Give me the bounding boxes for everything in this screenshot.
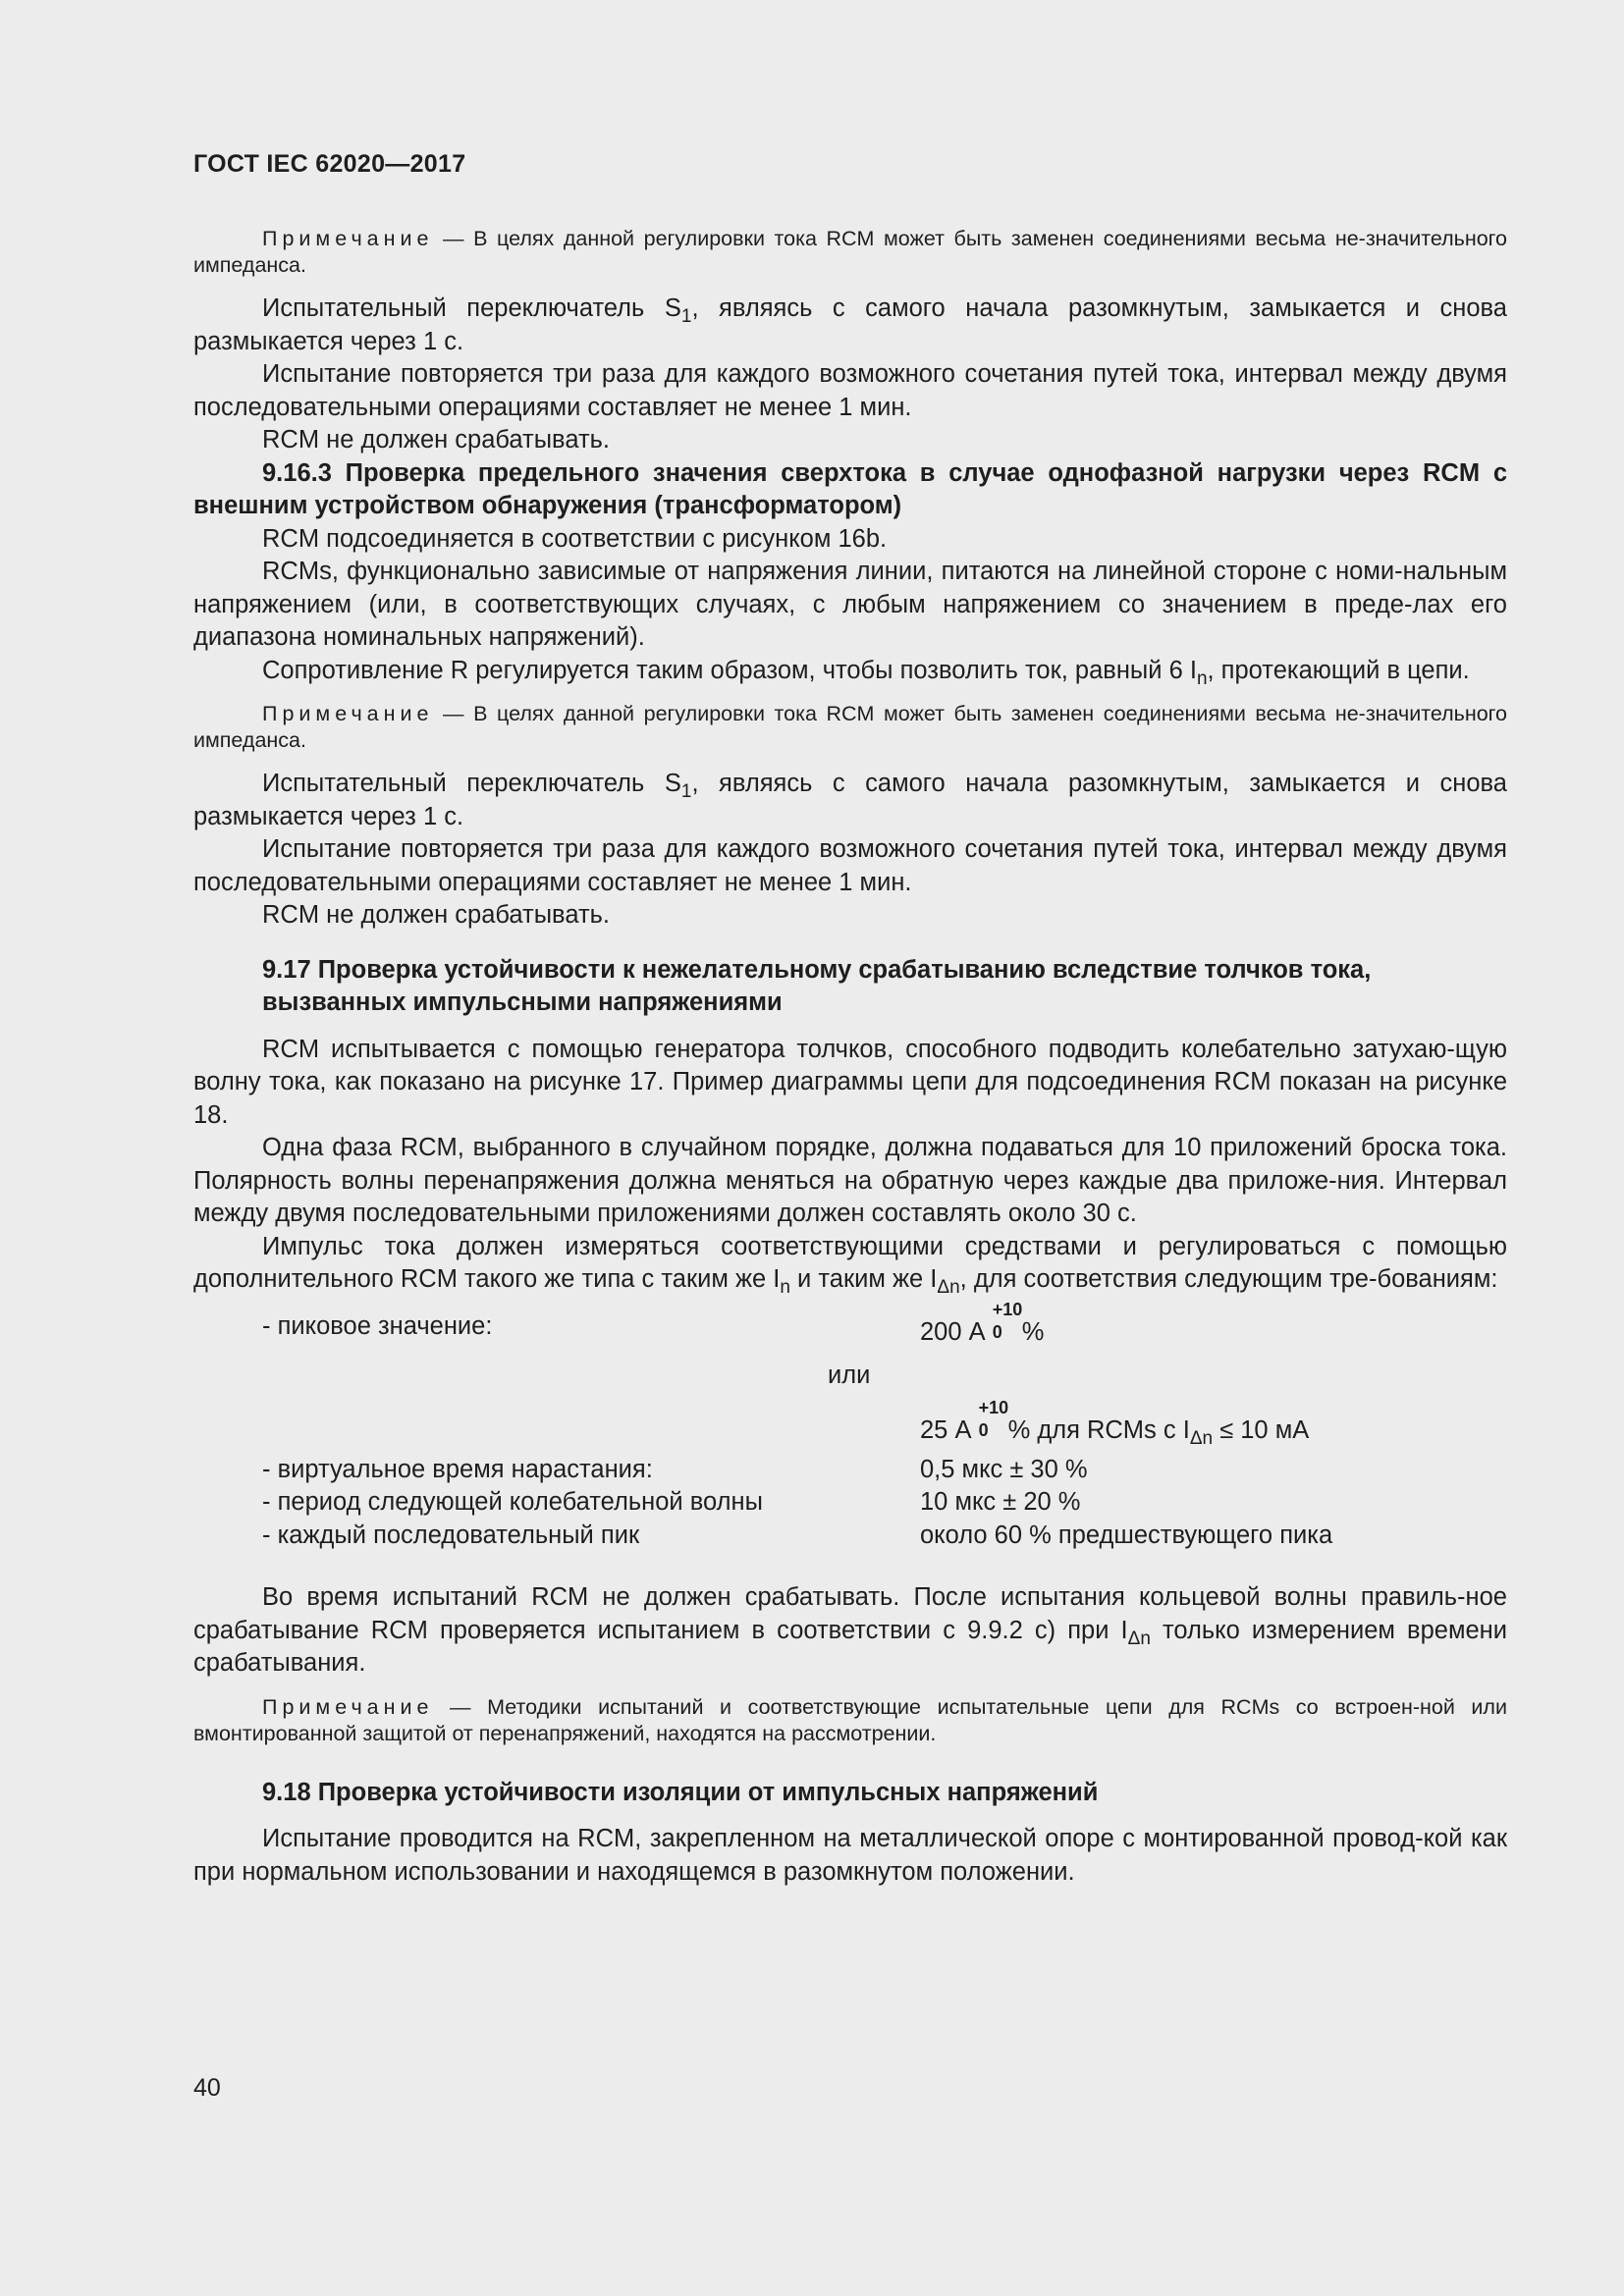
note-dash: — xyxy=(443,702,464,725)
spec-or: или xyxy=(828,1361,871,1389)
paragraph: RCM не должен срабатывать. xyxy=(262,426,610,454)
text: и таким же I xyxy=(789,1265,938,1293)
tolerance xyxy=(992,1299,1023,1342)
note-label: Примечание xyxy=(262,227,434,250)
paragraph: Испытание повторяется три раза для каждого возможного сочетания путей тока, интервал между двумя последовательными операциями составляет не менее 1 мин. xyxy=(193,360,1507,421)
subscript: 1 xyxy=(680,781,692,802)
spec-value xyxy=(920,1299,1045,1350)
document-body xyxy=(193,226,1507,1889)
paragraph: RCMs, функционально зависимые от напряжения линии, питаются на линейной стороне с номи-нальным напряжением (или, в соответствующих случаях, с любым напряжением со значением в преде-лах его диапазона номинальных напряжений). xyxy=(193,558,1507,651)
note-label: Примечание xyxy=(262,702,434,725)
text: % xyxy=(1021,1317,1045,1346)
note-dash: — xyxy=(443,227,464,250)
subscript: 1 xyxy=(680,306,692,327)
text: , протекающий в цепи. xyxy=(1207,656,1470,684)
heading-line: вызванных импульсными напряжениями xyxy=(262,988,783,1016)
subscript: Δn xyxy=(1189,1427,1214,1449)
impulse-requirements xyxy=(193,1299,1507,1553)
paragraph: RCM подсоединяется в соответствии с рисунком 16b. xyxy=(262,524,888,553)
paragraph xyxy=(193,1231,1507,1297)
text: 25 А xyxy=(920,1415,972,1444)
spec-label: - каждый последовательный пик xyxy=(262,1521,640,1549)
spec-value xyxy=(920,1397,1310,1449)
note-text: В целях данной регулировки тока RCM может быть заменен соединениями весьма не-значительного импеданса. xyxy=(193,227,1507,277)
spec-row-rise xyxy=(193,1454,1507,1487)
spec-label: - период следующей колебательной волны xyxy=(262,1488,763,1516)
subscript: n xyxy=(780,1277,790,1298)
heading-line: 9.17 Проверка устойчивости к нежелательному срабатыванию вследствие толчков тока, xyxy=(262,955,1372,984)
document-header: ГОСТ IEC 62020—2017 xyxy=(193,150,466,178)
spec-label: - пиковое значение: xyxy=(262,1311,493,1340)
paragraph: Испытание проводится на RCM, закрепленном на металлической опоре с монтированной провод-кой как при нормальном использовании и находящемся в разомкнутом положении. xyxy=(193,1825,1507,1886)
document-page xyxy=(193,0,1507,2296)
paragraph xyxy=(193,768,1507,833)
text: Сопротивление R регулируется таким образом, чтобы позволить ток, равный 6 I xyxy=(262,656,1197,684)
note-dash: — xyxy=(450,1694,471,1719)
spec-value: 0,5 мкс ± 30 % xyxy=(920,1455,1088,1483)
text: ≤ 10 мА xyxy=(1219,1415,1310,1444)
spec-row-period xyxy=(193,1486,1507,1520)
note-text: В целях данной регулировки тока RCM может быть заменен соединениями весьма не-значительного импеданса. xyxy=(193,702,1507,752)
tolerance-lower: 0 xyxy=(978,1419,989,1440)
spec-value: около 60 % предшествующего пика xyxy=(920,1521,1333,1549)
section-heading-9-18: 9.18 Проверка устойчивости изоляции от импульсных напряжений xyxy=(262,1778,1099,1806)
paragraph: RCM не должен срабатывать. xyxy=(262,901,610,929)
text: % для RCMs с I xyxy=(1007,1415,1190,1444)
spec-row-peak xyxy=(193,1299,1507,1350)
tolerance-upper: +10 xyxy=(992,1299,1023,1319)
text: Импульс тока должен измеряться соответствующими средствами и регулироваться с помощью дополнительного RCM такого же типа с таким же I xyxy=(193,1232,1507,1293)
page-number: 40 xyxy=(193,2074,221,2102)
tolerance-lower: 0 xyxy=(992,1321,1002,1342)
text: Во время испытаний RCM не должен срабатывать. После испытания кольцевой волны правиль-ное срабатывание RCM проверяется испытанием в соответствии с 9.9.2 с) при I xyxy=(193,1583,1507,1644)
text: только измерением времени срабатывания. xyxy=(193,1616,1507,1677)
subscript: Δn xyxy=(937,1277,960,1298)
subscript: n xyxy=(1196,667,1208,689)
tolerance xyxy=(978,1397,1009,1440)
spec-row-alt xyxy=(193,1397,1507,1454)
paragraph: Испытание повторяется три раза для каждого возможного сочетания путей тока, интервал между двумя последовательными операциями составляет не менее 1 мин. xyxy=(193,835,1507,896)
tolerance-upper: +10 xyxy=(978,1397,1009,1417)
text: Испытательный переключатель S xyxy=(262,294,681,322)
note-label: Примечание xyxy=(262,1694,434,1719)
paragraph: RCM испытывается с помощью генератора толчков, способного подводить колебательно затухаю-щую волну тока, как показано на рисунке 17. Пример диаграммы цепи для подсоединения RCM показан на рисунке 18. xyxy=(193,1035,1507,1129)
paragraph xyxy=(193,1581,1507,1681)
text: , для соответствия следующим тре-бованиям: xyxy=(959,1265,1498,1293)
section-heading-9-17 xyxy=(193,954,1507,1020)
spec-row-or xyxy=(193,1350,1507,1403)
note xyxy=(193,701,1507,754)
text: 200 А xyxy=(920,1317,986,1346)
paragraph xyxy=(193,293,1507,358)
note-text: Методики испытаний и соответствующие испытательные цепи для RCMs со встроен-ной или вмонтированной защитой от перенапряжений, находятся на рассмотрении. xyxy=(193,1694,1507,1745)
text: Испытательный переключатель S xyxy=(262,770,681,797)
spec-label: - виртуальное время нарастания: xyxy=(262,1455,653,1483)
paragraph: Одна фаза RCM, выбранного в случайном порядке, должна подаваться для 10 приложений броска тока. Полярность волны перенапряжения должна меняться на обратную через каждые два приложе-ния. Интервал между двумя последовательными приложениями должен составлять около 30 с. xyxy=(193,1134,1507,1227)
note xyxy=(193,226,1507,279)
section-heading-9-16-3: 9.16.3 Проверка предельного значения сверхтока в случае однофазной нагрузки через RCM с внешним устройством обнаружения (трансформатором) xyxy=(193,458,1507,519)
paragraph xyxy=(193,655,1507,688)
spec-value: 10 мкс ± 20 % xyxy=(920,1488,1081,1516)
text: , являясь с самого начала разомкнутым, замыкается и снова размыкается через 1 с. xyxy=(193,770,1507,830)
spec-row-each-peak xyxy=(193,1520,1507,1553)
subscript: Δn xyxy=(1127,1628,1151,1649)
note xyxy=(193,1694,1507,1747)
text: , являясь с самого начала разомкнутым, замыкается и снова размыкается через 1 с. xyxy=(193,294,1507,355)
